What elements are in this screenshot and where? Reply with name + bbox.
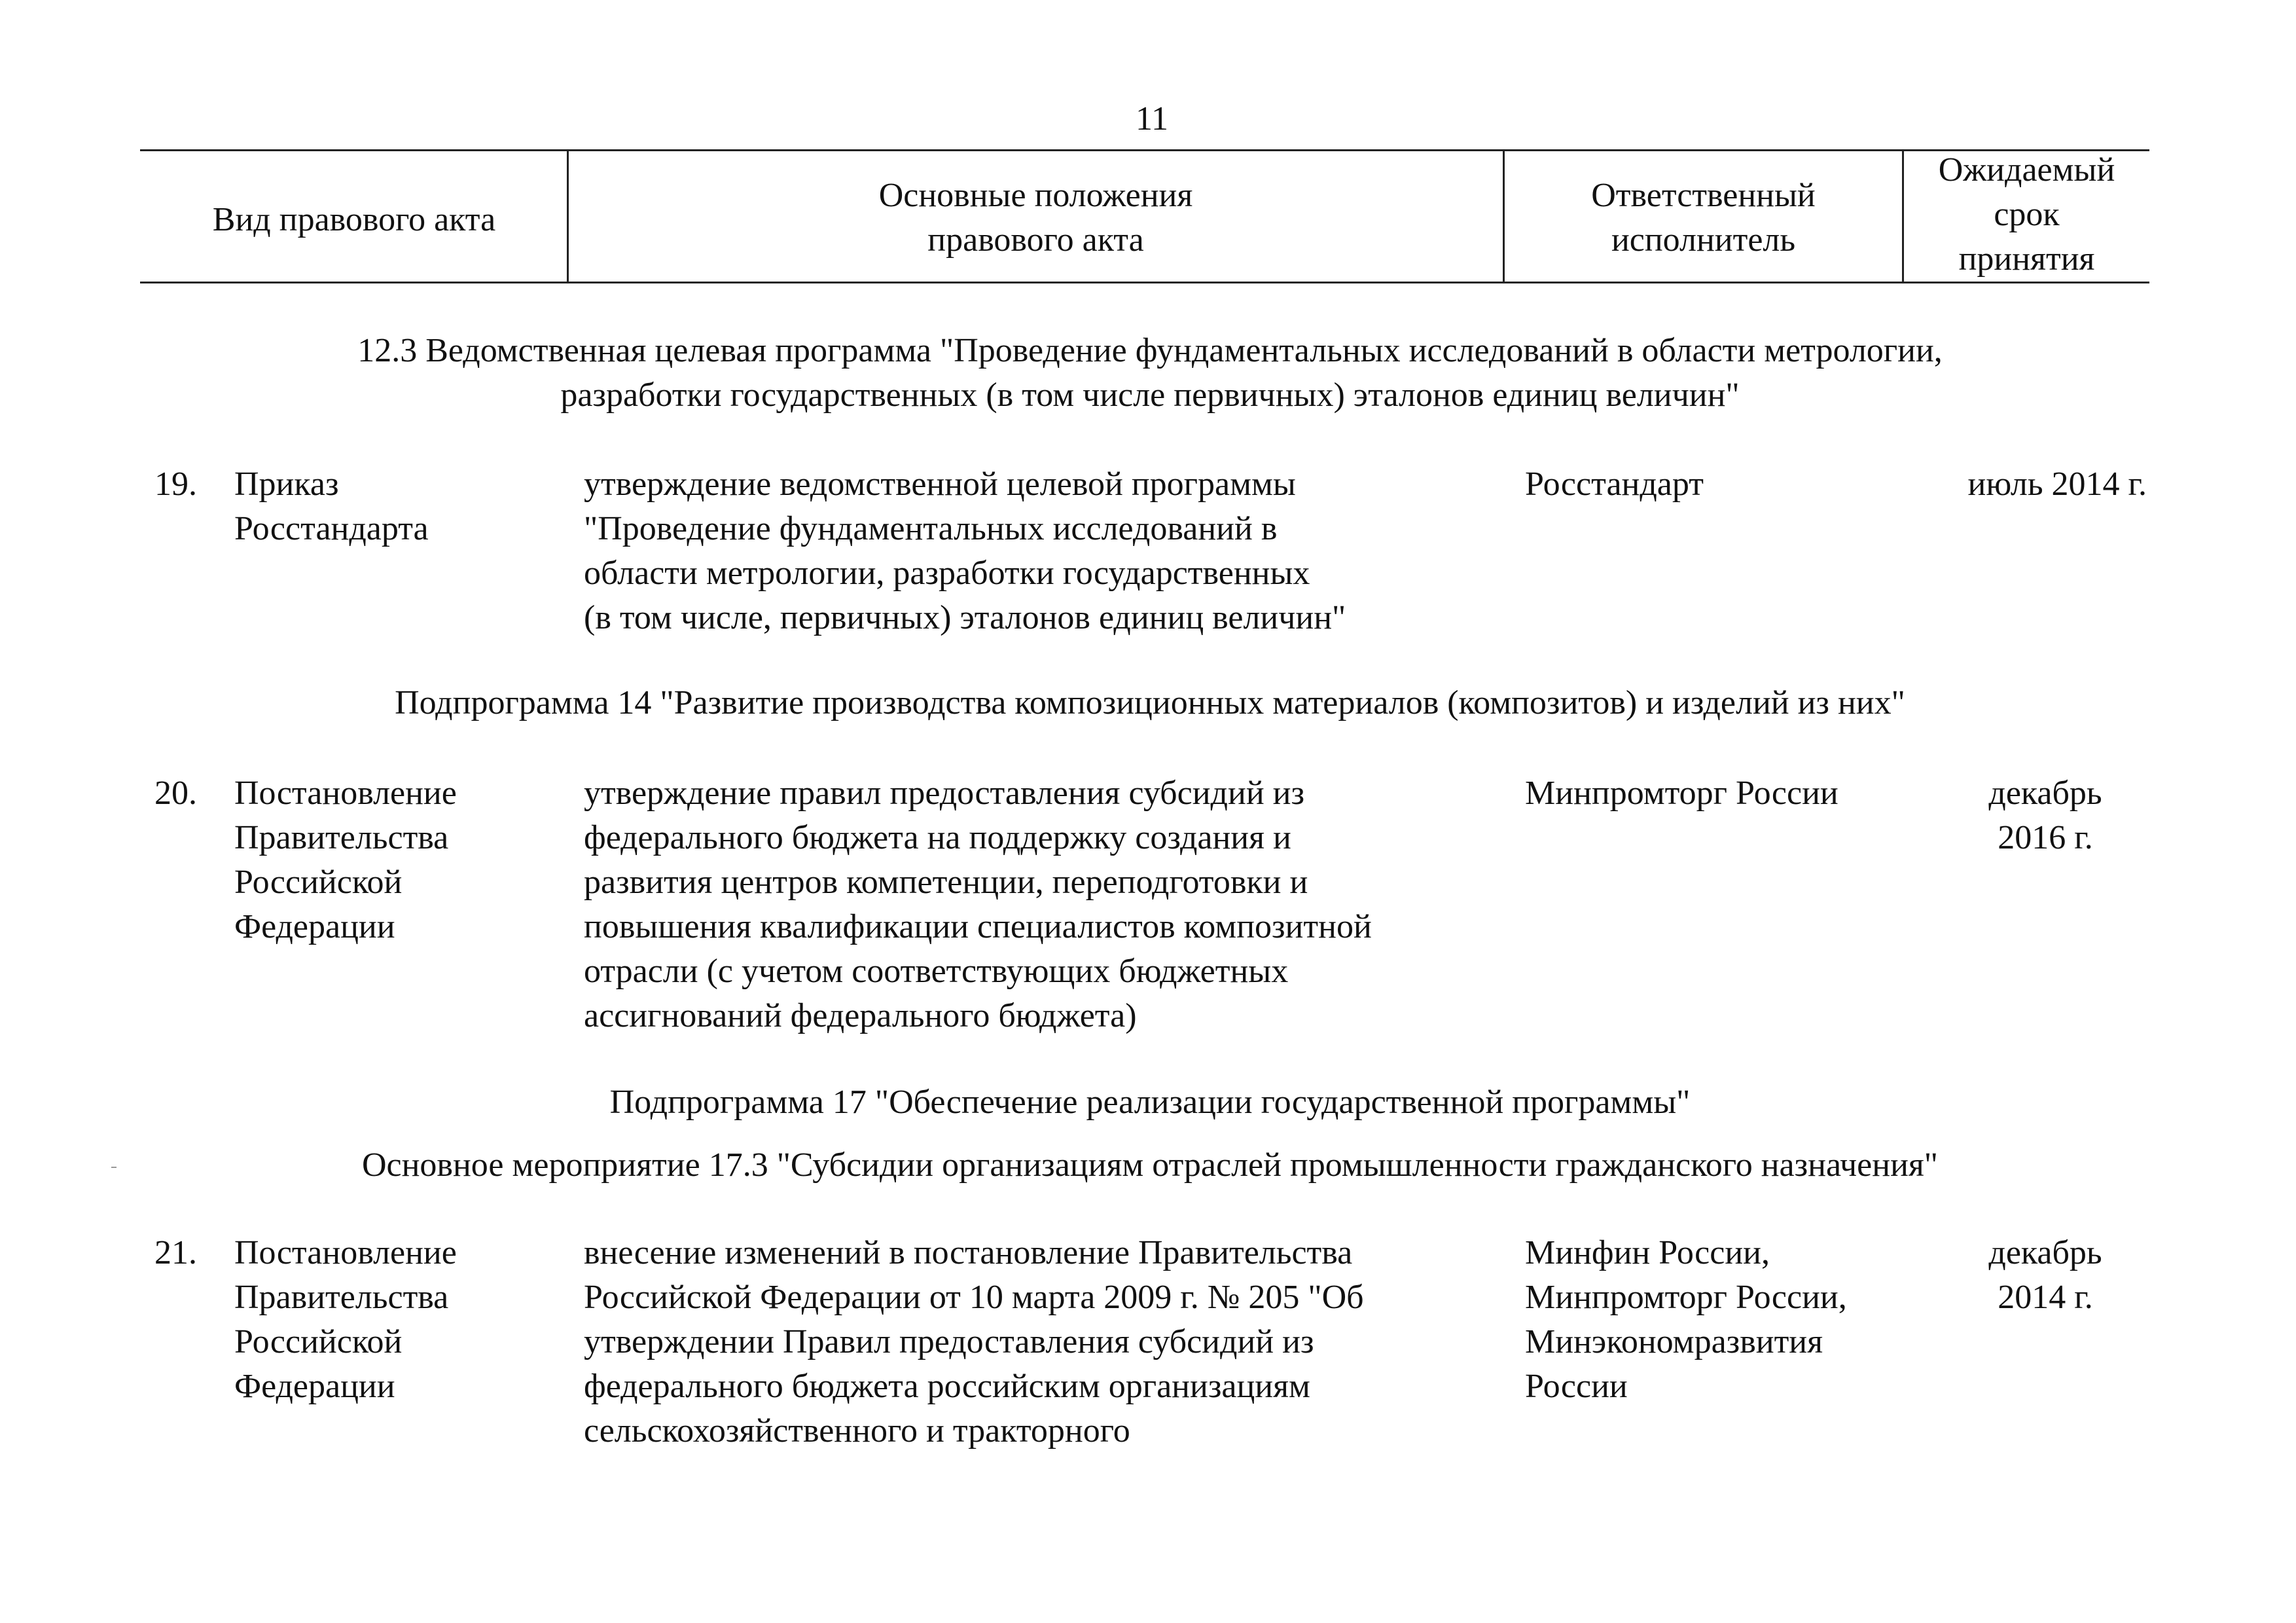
- row-19-provisions: утверждение ведомственной целевой программы "Проведение фундаментальных исследований в области метрологии, разработки государственных (в том числе, первичных) эталонов единиц величин": [584, 465, 1346, 636]
- row-20-number: 20.: [154, 775, 197, 812]
- header-col-provisions: Основные положения правового акта: [878, 177, 1193, 259]
- row-21-deadline: декабрь 2014 г.: [1988, 1234, 2102, 1316]
- header-bottom-rule: [140, 282, 2149, 283]
- section-heading-12-3: 12.3 Ведомственная целевая программа "Проведение фундаментальных исследований в области метрологии, разработки государственных (в том числе первичных) эталонов единиц величин": [357, 332, 1943, 414]
- header-col-act-type: Вид правового акта: [212, 201, 496, 238]
- row-21-provisions: внесение изменений в постановление Правительства Российской Федерации от 10 марта 2009 г. № 205 "Об утверждении Правил предоставления субсидий из федерального бюджета российским организациям сельскохозяйственного и тракторного: [584, 1234, 1364, 1450]
- header-top-rule: [140, 149, 2149, 151]
- section-heading-17-3: Основное мероприятие 17.3 "Субсидии организациям отраслей промышленности гражданского назначения": [361, 1146, 1939, 1184]
- section-heading-17: Подпрограмма 17 "Обеспечение реализации государственной программы": [609, 1084, 1691, 1121]
- row-19-responsible: Росстандарт: [1525, 465, 1704, 503]
- row-19-number: 19.: [154, 465, 197, 503]
- row-19-deadline: июль 2014 г.: [1967, 465, 2147, 503]
- row-20-deadline: декабрь 2016 г.: [1988, 775, 2102, 856]
- section-heading-14: Подпрограмма 14 "Развитие производства композиционных материалов (композитов) и изделий из них": [395, 684, 1905, 721]
- row-20-provisions: утверждение правил предоставления субсидий из федерального бюджета на поддержку создания и развития центров компетенции, переподготовки и повышения квалификации специалистов композитной отрасли (с учетом соответствующих бюджетных ассигнований федерального бюджета): [584, 775, 1372, 1034]
- row-21-act-type: Постановление Правительства Российской Федерации: [234, 1234, 457, 1405]
- header-col-deadline: Ожидаемый срок принятия: [1938, 151, 2115, 278]
- page-number: 11: [1135, 100, 1169, 137]
- row-21-responsible: Минфин России, Минпромторг России, Минэкономразвития России: [1525, 1234, 1847, 1405]
- scan-artifact: [111, 1167, 117, 1168]
- row-20-act-type: Постановление Правительства Российской Федерации: [234, 775, 457, 945]
- row-20-responsible: Минпромторг России: [1525, 775, 1839, 812]
- row-21-number: 21.: [154, 1234, 197, 1271]
- row-19-act-type: Приказ Росстандарта: [234, 465, 429, 547]
- header-col-responsible: Ответственный исполнитель: [1591, 177, 1816, 259]
